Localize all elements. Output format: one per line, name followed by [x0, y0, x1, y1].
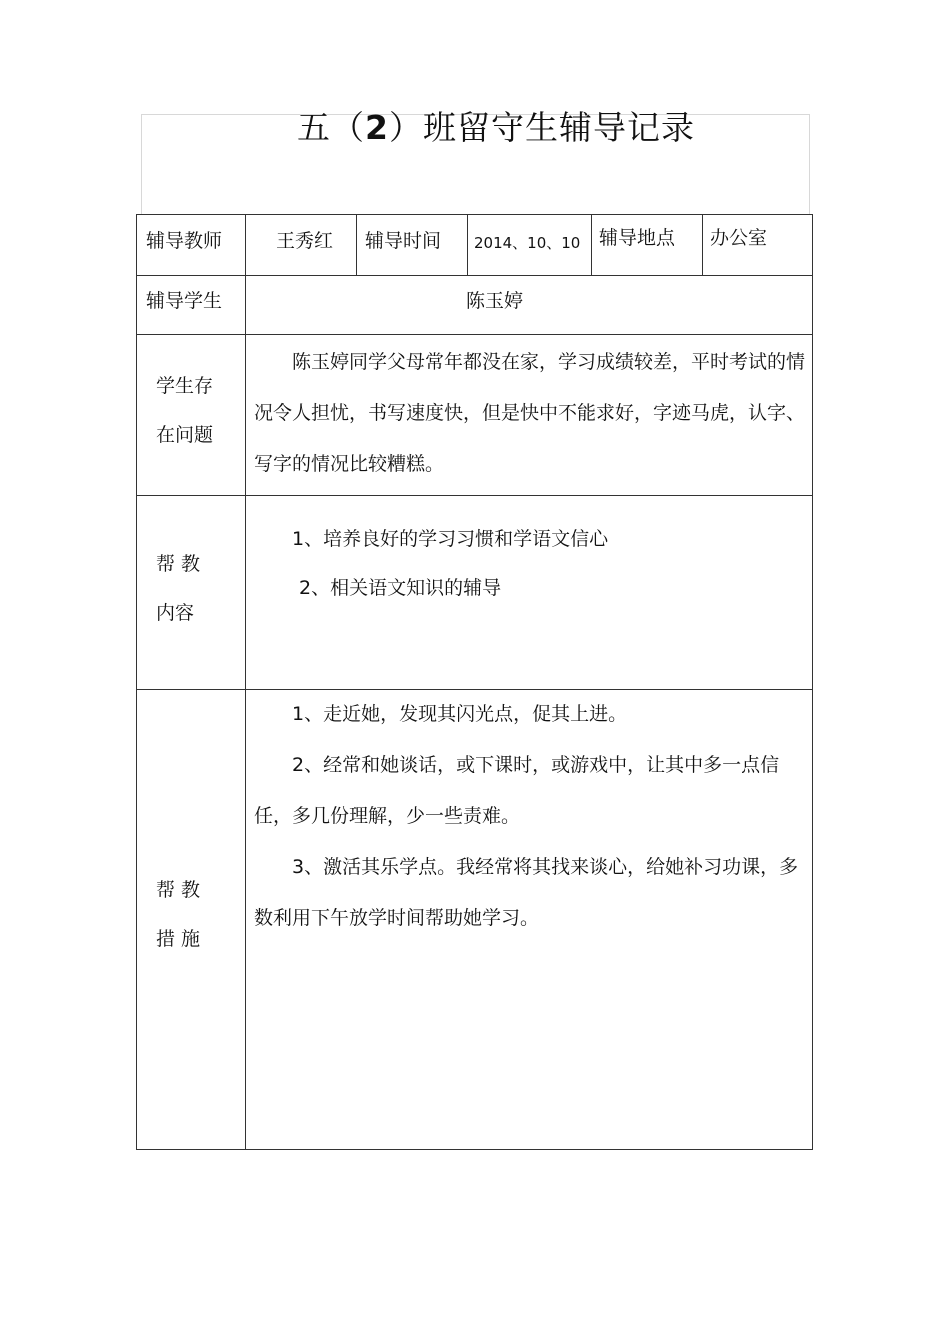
- measures-label-line2: 措 施: [156, 928, 201, 950]
- rule-top: [136, 214, 813, 215]
- rule-row1: [136, 275, 813, 276]
- measures-text: [254, 689, 806, 944]
- rule-label-column: [245, 214, 246, 1150]
- place-value: 办公室: [710, 227, 768, 249]
- place-label: 辅导地点: [599, 227, 676, 249]
- content-item-2: 2、相关语文知识的辅导: [299, 577, 502, 599]
- measures-item-2: 2、经常和她谈话，或下课时，或游戏中，让其中多一点信任，多几份理解，少一些责难。: [254, 754, 780, 827]
- rule-row3: [136, 495, 813, 496]
- teacher-value: 王秀红: [276, 230, 334, 252]
- title-suffix: ）班留守生辅导记录: [388, 108, 695, 147]
- content-item-1: 1、培养良好的学习习惯和学语文信心: [292, 528, 609, 550]
- content-label-line1: 帮 教: [156, 553, 201, 575]
- measures-label: [156, 866, 200, 964]
- rule-col5: [591, 214, 592, 275]
- title-prefix: 五（: [297, 108, 366, 147]
- rule-col6: [702, 214, 703, 275]
- problem-label: [156, 362, 213, 460]
- teacher-label: 辅导教师: [146, 230, 223, 252]
- problem-paragraph: 陈玉婷同学父母常年都没在家，学习成绩较差，平时考试的情况令人担忧，书写速度快，但是快中不能求好，字迹马虎，认字、写字的情况比较糟糕。: [254, 351, 806, 475]
- page-title: [0, 102, 950, 149]
- rule-right: [812, 214, 813, 1150]
- student-label: 辅导学生: [146, 290, 223, 312]
- content-label: [156, 540, 200, 638]
- rule-bottom: [136, 1149, 813, 1150]
- title-class-number: 2: [365, 108, 389, 147]
- measures-item-3: 3、激活其乐学点。我经常将其找来谈心，给她补习功课，多数利用下午放学时间帮助她学习。: [254, 856, 799, 929]
- rule-col4: [467, 214, 468, 275]
- rule-row2: [136, 334, 813, 335]
- record-table: [136, 214, 813, 1150]
- problem-label-line2: 在问题: [156, 424, 214, 446]
- student-value: 陈玉婷: [466, 290, 524, 312]
- measures-item-1: 1、走近她，发现其闪光点，促其上进。: [292, 703, 628, 725]
- problem-text: [254, 337, 806, 490]
- time-label: 辅导时间: [365, 230, 442, 252]
- time-value: 2014、10、10: [474, 234, 581, 252]
- problem-label-line1: 学生存: [156, 375, 214, 397]
- rule-col3: [356, 214, 357, 275]
- content-label-line2: 内容: [156, 602, 195, 624]
- rule-left: [136, 214, 137, 1150]
- measures-label-line1: 帮 教: [156, 879, 201, 901]
